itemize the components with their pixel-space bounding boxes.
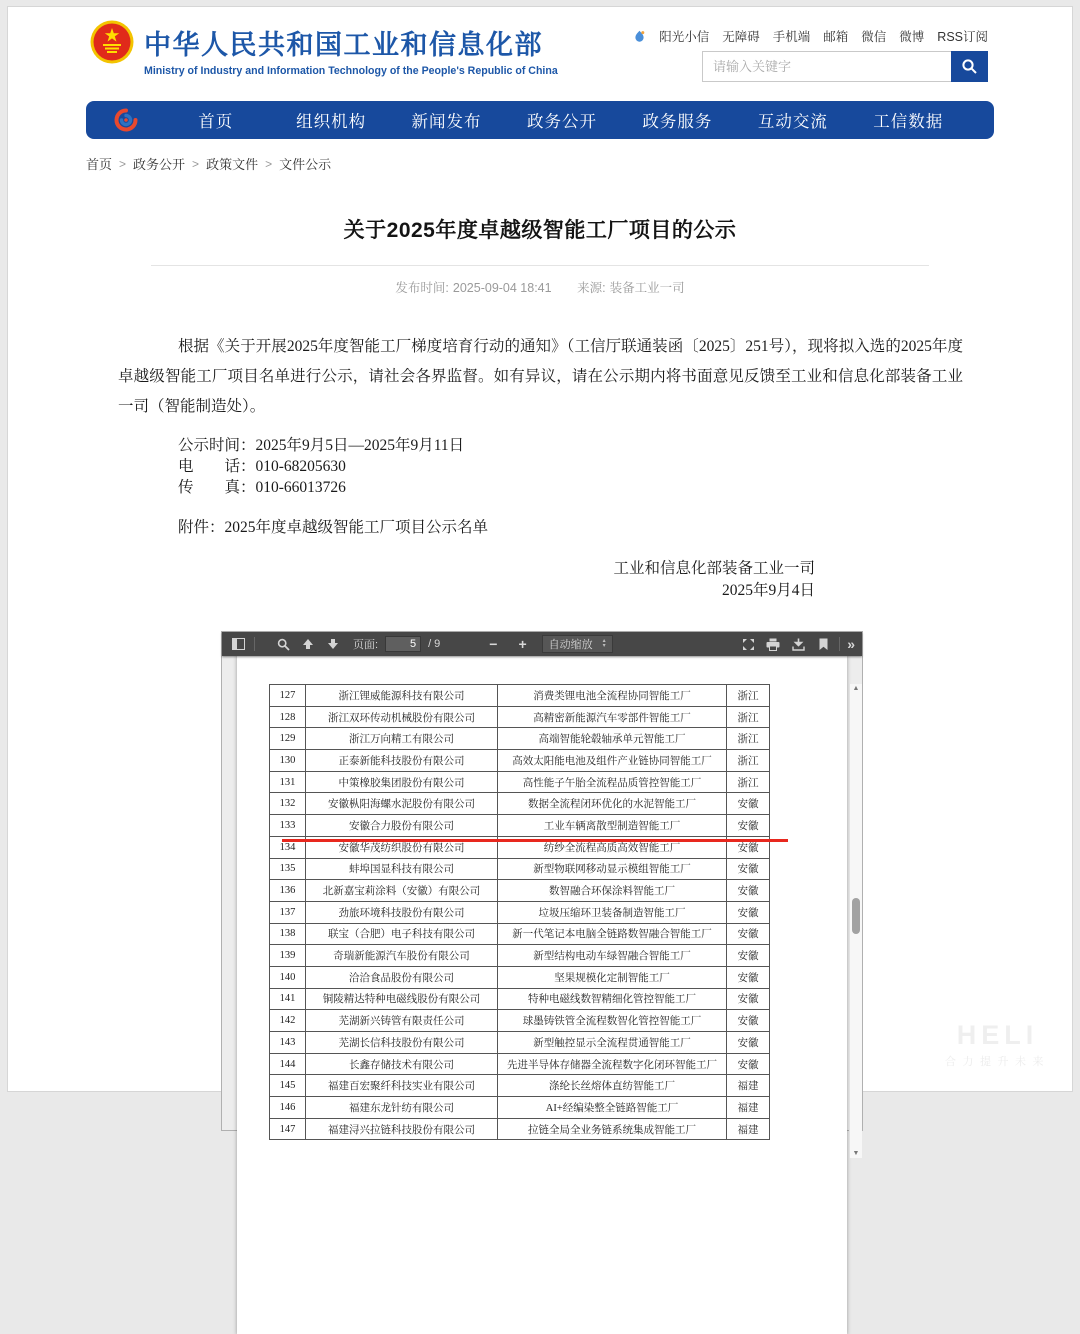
top-link[interactable]: 阳光小信 [659,30,710,44]
breadcrumb-item[interactable]: 文件公示 [279,157,332,172]
cell-province: 安徽 [727,836,770,858]
cell-project: 先进半导体存储器全流程数字化闭环智能工厂 [498,1053,727,1075]
watermark-text: HELI [956,1020,1039,1050]
breadcrumb-item[interactable]: 政务公开 [133,157,186,172]
cell-company: 中策橡胶集团股份有限公司 [306,771,498,793]
sidebar-toggle-button[interactable] [229,635,247,653]
top-link[interactable]: 邮箱 [823,30,849,44]
article-title: 关于2025年度卓越级智能工厂项目的公示 [343,219,737,242]
page-label: 页面: [353,639,379,651]
find-icon [277,638,290,651]
source-value: 装备工业一司 [609,281,685,295]
cell-province: 安徽 [727,858,770,880]
cell-company: 劲旅环境科技股份有限公司 [306,901,498,923]
source-label: 来源: [577,281,606,295]
cell-province: 安徽 [727,966,770,988]
breadcrumb-separator: > [192,156,200,171]
download-button[interactable] [789,635,807,653]
cell-company: 安徽枞阳海螺水泥股份有限公司 [306,793,498,815]
cell-project: 新一代笔记本电脑全链路数智融合智能工厂 [498,923,727,945]
article-paragraph: 根据《关于开展2025年度智能工厂梯度培育行动的通知》（工信厅联通装函〔2025〕251号），现将拟入选的2025年度卓越级智能工厂项目名单进行公示，请社会各界监督。如有异议，请在公示期内将书面意见反馈至工业和信息化部装备工业一司（智能制造处）。 [118,338,963,415]
cell-row-number: 142 [270,1010,306,1032]
cell-row-number: 130 [270,750,306,772]
cell-province: 安徽 [727,901,770,923]
table-row [270,815,770,837]
cell-province: 浙江 [727,750,770,772]
national-emblem-logo [90,20,134,64]
nav-item[interactable]: 工信数据 [873,113,944,131]
article-body [118,332,963,602]
cell-row-number: 133 [270,815,306,837]
cell-row-number: 144 [270,1053,306,1075]
highlight-underline [282,839,788,842]
cell-company: 芜湖新兴铸管有限责任公司 [306,1010,498,1032]
factory-table [269,684,770,1140]
signature-org: 工业和信息化部装备工业一司 [613,560,815,577]
download-icon [792,638,805,651]
sidebar-toggle-icon [232,638,245,650]
cell-company: 洽洽食品股份有限公司 [306,966,498,988]
cell-project: 高性能子午胎全流程品质管控智能工厂 [498,771,727,793]
scroll-up-icon[interactable]: ▲ [852,685,860,692]
presentation-mode-button[interactable] [739,635,757,653]
cell-project: 新型结构电动车绿智融合智能工厂 [498,945,727,967]
cell-company: 安徽华茂纺织股份有限公司 [306,836,498,858]
cell-project: 高效太阳能电池及组件产业链协同智能工厂 [498,750,727,772]
table-row [270,771,770,793]
cell-company: 福建东龙针纺有限公司 [306,1097,498,1119]
cell-project: 坚果规模化定制智能工厂 [498,966,727,988]
table-row [270,1118,770,1140]
scrollbar-thumb[interactable] [852,898,860,934]
cell-company: 芜湖长信科技股份有限公司 [306,1032,498,1054]
page-number-input[interactable] [385,636,421,652]
print-button[interactable] [764,635,782,653]
nav-item[interactable]: 政务服务 [642,113,713,131]
previous-page-button[interactable] [299,635,317,653]
cell-row-number: 135 [270,858,306,880]
cell-company: 铜陵精达特种电磁线股份有限公司 [306,988,498,1010]
select-arrows-icon: ▴ ▾ [602,638,606,649]
cell-project: 工业车辆离散型制造智能工厂 [498,815,727,837]
cell-row-number: 134 [270,836,306,858]
breadcrumb-separator: > [119,156,127,171]
pdf-toolbar [222,632,862,656]
top-link[interactable]: RSS订阅 [937,30,988,44]
top-link[interactable]: 微信 [861,30,887,44]
pdf-content [222,684,862,1158]
cell-row-number: 128 [270,706,306,728]
cell-row-number: 132 [270,793,306,815]
search-bar [702,51,988,82]
cell-company: 安徽合力股份有限公司 [306,815,498,837]
cell-province: 安徽 [727,1032,770,1054]
cell-province: 福建 [727,1075,770,1097]
heli-watermark [945,1020,1050,1069]
cell-company: 奇瑞新能源汽车股份有限公司 [306,945,498,967]
breadcrumb-item[interactable]: 首页 [86,157,113,172]
nav-item[interactable]: 首页 [198,113,234,131]
table-row [270,1097,770,1119]
cell-company: 正泰新能科技股份有限公司 [306,750,498,772]
article-divider [151,265,929,266]
cell-company: 福建百宏聚纤科技实业有限公司 [306,1075,498,1097]
next-page-button[interactable] [324,635,342,653]
nav-item[interactable]: 政务公开 [526,113,597,131]
cell-row-number: 146 [270,1097,306,1119]
breadcrumb [86,154,1072,173]
bookmark-icon [818,638,829,651]
signature-block [118,558,963,602]
nav-item[interactable]: 互动交流 [757,113,828,131]
cell-project: 涤纶长丝熔体直纺智能工厂 [498,1075,727,1097]
cell-province: 安徽 [727,793,770,815]
cell-project: 特种电磁线数智精细化管控智能工厂 [498,988,727,1010]
more-tools-button[interactable]: » [847,636,855,652]
table-row [270,945,770,967]
table-row [270,966,770,988]
cell-company: 蚌埠国显科技有限公司 [306,858,498,880]
top-link[interactable]: 无障碍 [722,30,760,44]
cell-project: 拉链全局全业务链系统集成智能工厂 [498,1118,727,1140]
cell-province: 福建 [727,1118,770,1140]
table-row [270,685,770,707]
cell-project: 纺纱全流程高质高效智能工厂 [498,836,727,858]
toolbar-separator [839,637,840,651]
sunshine-icon [633,30,646,43]
breadcrumb-separator: > [265,156,273,171]
cell-project: 球墨铸铁管全流程数智化管控智能工厂 [498,1010,727,1032]
cell-project: 数智融合环保涂料智能工厂 [498,880,727,902]
cell-province: 浙江 [727,728,770,750]
table-row [270,793,770,815]
cell-row-number: 139 [270,945,306,967]
cell-province: 浙江 [727,685,770,707]
cell-row-number: 129 [270,728,306,750]
cell-company: 福建浔兴拉链科技股份有限公司 [306,1118,498,1140]
arrow-up-icon [302,638,314,650]
breadcrumb-item[interactable]: 政策文件 [206,157,259,172]
cell-row-number: 143 [270,1032,306,1054]
table-row [270,880,770,902]
cell-row-number: 131 [270,771,306,793]
zoom-mode-select[interactable] [542,635,613,653]
miit-swirl-icon [114,108,138,132]
table-row [270,923,770,945]
pdf-viewer [221,631,863,1157]
table-row [270,1010,770,1032]
cell-row-number: 137 [270,901,306,923]
cell-project: AI+经编染整全链路智能工厂 [498,1097,727,1119]
publish-time: 2025-09-04 18:41 [452,281,552,295]
cell-province: 浙江 [727,706,770,728]
table-row [270,901,770,923]
site-title-en: Ministry of Industry and Information Technology of the People's Republic of China [144,65,558,77]
main-nav [86,101,994,139]
top-link[interactable]: 手机端 [772,30,811,44]
toolbar-separator [254,637,255,651]
attachment-link[interactable]: 附件：2025年度卓越级智能工厂项目公示名单 [178,519,489,536]
cell-province: 福建 [727,1097,770,1119]
cell-province: 安徽 [727,880,770,902]
cell-row-number: 136 [270,880,306,902]
signature-date: 2025年9月4日 [721,582,815,599]
fullscreen-icon [742,638,755,651]
cell-company: 浙江万向精工有限公司 [306,728,498,750]
site-title-cn: 中华人民共和国工业和信息化部 [144,30,543,60]
cell-province: 安徽 [727,988,770,1010]
search-icon [961,58,978,75]
table-row [270,988,770,1010]
contact-line: 传 真：010-66013726 [178,479,346,496]
table-row [270,750,770,772]
table-row [270,1032,770,1054]
page-total: / 9 [428,638,441,650]
table-row [270,728,770,750]
arrow-down-icon [327,638,339,650]
contact-block [118,435,963,498]
zoom-mode-label: 自动缩放 [548,639,593,651]
top-links [633,27,988,45]
nav-item[interactable]: 组织机构 [296,113,367,131]
cell-project: 高端智能轮毂轴承单元智能工厂 [498,728,727,750]
contact-line: 电 话：010-68205630 [178,458,346,475]
cell-project: 消费类锂电池全流程协同智能工厂 [498,685,727,707]
cell-province: 安徽 [727,1010,770,1032]
cell-row-number: 138 [270,923,306,945]
table-row [270,706,770,728]
top-link[interactable]: 微博 [899,30,925,44]
pdf-scrollbar[interactable] [849,684,862,1158]
table-row [270,858,770,880]
find-button[interactable] [274,635,292,653]
table-row [270,1053,770,1075]
zoom-in-button[interactable]: + [518,636,527,652]
cell-province: 安徽 [727,923,770,945]
cell-row-number: 141 [270,988,306,1010]
zoom-out-button[interactable]: − [489,636,498,652]
cell-project: 垃圾压缩环卫装备制造智能工厂 [498,901,727,923]
cell-company: 联宝（合肥）电子科技有限公司 [306,923,498,945]
cell-row-number: 147 [270,1118,306,1140]
page [7,6,1073,1157]
article-meta [8,278,1072,296]
contact-line: 公示时间：2025年9月5日—2025年9月11日 [178,437,465,454]
cell-company: 长鑫存储技术有限公司 [306,1053,498,1075]
cell-row-number: 145 [270,1075,306,1097]
table-row [270,1075,770,1097]
nav-item[interactable]: 新闻发布 [411,113,482,131]
cell-province: 安徽 [727,815,770,837]
cell-project: 新型触控显示全流程贯通智能工厂 [498,1032,727,1054]
cell-project: 高精密新能源汽车零部件智能工厂 [498,706,727,728]
toolbar-right-group [739,635,855,653]
cell-company: 浙江锂威能源科技有限公司 [306,685,498,707]
cell-province: 安徽 [727,1053,770,1075]
publish-label: 发布时间: [395,281,449,295]
cell-row-number: 140 [270,966,306,988]
cell-row-number: 127 [270,685,306,707]
cell-province: 安徽 [727,945,770,967]
cell-project: 新型物联网移动显示模组智能工厂 [498,858,727,880]
cell-company: 浙江双环传动机械股份有限公司 [306,706,498,728]
scroll-down-icon[interactable]: ▼ [852,1150,860,1157]
watermark-subtext: 合力提升未来 [945,1056,1050,1068]
cell-company: 北新嘉宝莉涂料（安徽）有限公司 [306,880,498,902]
cell-province: 浙江 [727,771,770,793]
nav-items [158,108,966,132]
cell-project: 数据全流程闭环优化的水泥智能工厂 [498,793,727,815]
print-icon [766,638,780,651]
search-button[interactable] [951,51,988,82]
site-header [8,7,1072,99]
site-title [144,23,558,77]
search-input[interactable] [702,51,951,82]
bookmark-button[interactable] [814,635,832,653]
